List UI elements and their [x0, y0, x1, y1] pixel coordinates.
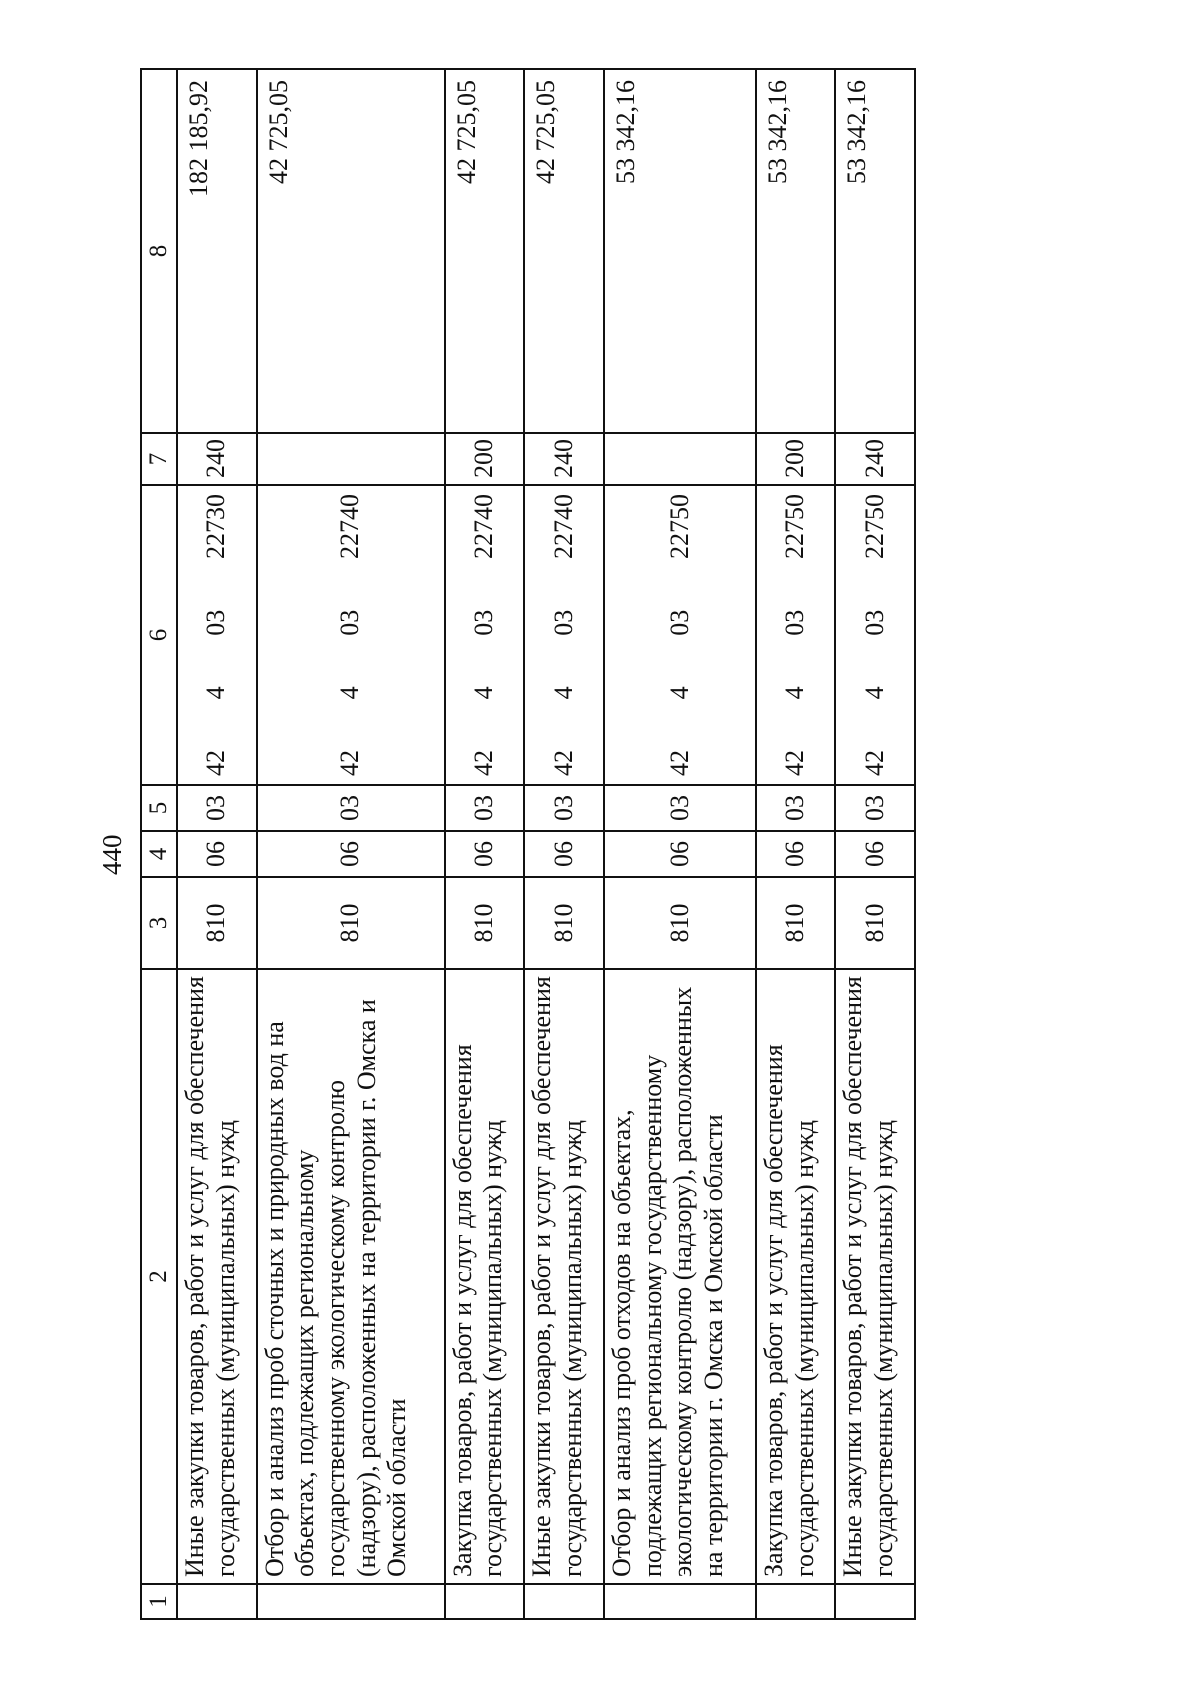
- article-part-c: 03: [201, 609, 231, 636]
- article-part-a: 42: [664, 750, 694, 776]
- code-4-cell: 06: [445, 831, 525, 877]
- header-col-3: 3: [141, 877, 177, 969]
- target-article-cell: [604, 485, 756, 785]
- target-article-cell: [257, 485, 445, 785]
- code-4-cell: 06: [257, 831, 445, 877]
- expense-type-cell: [257, 433, 445, 485]
- article-part-a: 42: [335, 750, 365, 776]
- expense-type-cell: 240: [835, 433, 915, 485]
- article-part-d: 22730: [201, 494, 231, 560]
- expense-type-cell: 200: [756, 433, 836, 485]
- article-part-b: 4: [664, 686, 694, 700]
- article-part-a: 42: [548, 750, 578, 776]
- code-5-cell: 03: [445, 785, 525, 831]
- code-5-cell: 03: [524, 785, 604, 831]
- code-5-cell: 03: [604, 785, 756, 831]
- article-part-c: 03: [664, 609, 694, 636]
- table-row: [756, 69, 836, 1619]
- article-part-b: 4: [859, 686, 889, 700]
- table-row: [604, 69, 756, 1619]
- article-part-b: 4: [201, 686, 231, 700]
- budget-table: [140, 68, 916, 1620]
- header-col-8: 8: [141, 69, 177, 433]
- code-4-cell: 06: [835, 831, 915, 877]
- article-part-d: 22740: [548, 494, 578, 560]
- article-part-b: 4: [548, 686, 578, 700]
- expense-type-cell: 240: [524, 433, 604, 485]
- header-col-2: 2: [141, 969, 177, 1584]
- row-number-cell: [177, 1584, 257, 1619]
- target-article-cell: [756, 485, 836, 785]
- table-row: [257, 69, 445, 1619]
- article-part-d: 22750: [780, 494, 810, 560]
- amount-cell: 182 185,92: [177, 69, 257, 433]
- code-3-cell: 810: [835, 877, 915, 969]
- amount-cell: 53 342,16: [756, 69, 836, 433]
- expense-type-cell: 200: [445, 433, 525, 485]
- row-number-cell: [756, 1584, 836, 1619]
- code-5-cell: 03: [756, 785, 836, 831]
- row-number-cell: [445, 1584, 525, 1619]
- code-4-cell: 06: [604, 831, 756, 877]
- code-3-cell: 810: [604, 877, 756, 969]
- amount-cell: 42 725,05: [445, 69, 525, 433]
- table-row: [177, 69, 257, 1619]
- code-5-cell: 03: [177, 785, 257, 831]
- table-wrapper: [140, 70, 916, 1620]
- target-article-cell: [445, 485, 525, 785]
- amount-cell: 42 725,05: [524, 69, 604, 433]
- rotated-table-frame: [140, 70, 916, 1620]
- description-cell: Иные закупки товаров, работ и услуг для обеспечения государственных (муниципальных) нужд: [177, 969, 257, 1584]
- table-body: [177, 69, 915, 1619]
- target-article-cell: [177, 485, 257, 785]
- description-cell: Иные закупки товаров, работ и услуг для обеспечения государственных (муниципальных) нужд: [524, 969, 604, 1584]
- amount-cell: 53 342,16: [835, 69, 915, 433]
- table-row: [445, 69, 525, 1619]
- row-number-cell: [524, 1584, 604, 1619]
- row-number-cell: [604, 1584, 756, 1619]
- description-cell: Закупка товаров, работ и услуг для обеспечения государственных (муниципальных) нужд: [756, 969, 836, 1584]
- description-cell: Отбор и анализ проб отходов на объектах, подлежащих региональному государственному экологическому контролю (надзору), расположенных на территории г. Омска и Омской области: [604, 969, 756, 1584]
- target-article-cell: [835, 485, 915, 785]
- page-number: 440: [97, 834, 127, 875]
- article-part-a: 42: [780, 750, 810, 776]
- row-number-cell: [835, 1584, 915, 1619]
- article-part-d: 22740: [469, 494, 499, 560]
- amount-cell: 42 725,05: [257, 69, 445, 433]
- header-col-7: 7: [141, 433, 177, 485]
- article-part-c: 03: [859, 609, 889, 636]
- code-4-cell: 06: [756, 831, 836, 877]
- description-cell: Отбор и анализ проб сточных и природных вод на объектах, подлежащих региональному государственному экологическому контролю (надзору), расположенных на территории г. Омска и Омской области: [257, 969, 445, 1584]
- expense-type-cell: [604, 433, 756, 485]
- article-part-a: 42: [469, 750, 499, 776]
- code-3-cell: 810: [177, 877, 257, 969]
- header-col-1: 1: [141, 1584, 177, 1619]
- article-part-c: 03: [548, 609, 578, 636]
- article-part-b: 4: [469, 686, 499, 700]
- header-col-6: 6: [141, 485, 177, 785]
- amount-cell: 53 342,16: [604, 69, 756, 433]
- code-3-cell: 810: [524, 877, 604, 969]
- row-number-cell: [257, 1584, 445, 1619]
- article-part-b: 4: [335, 686, 365, 700]
- code-4-cell: 06: [524, 831, 604, 877]
- table-row: [835, 69, 915, 1619]
- article-part-a: 42: [859, 750, 889, 776]
- article-part-c: 03: [335, 609, 365, 636]
- article-part-d: 22750: [664, 494, 694, 560]
- table-row: [524, 69, 604, 1619]
- code-3-cell: 810: [756, 877, 836, 969]
- expense-type-cell: 240: [177, 433, 257, 485]
- code-3-cell: 810: [445, 877, 525, 969]
- code-5-cell: 03: [257, 785, 445, 831]
- article-part-d: 22750: [859, 494, 889, 560]
- description-cell: Закупка товаров, работ и услуг для обеспечения государственных (муниципальных) нужд: [445, 969, 525, 1584]
- code-3-cell: 810: [257, 877, 445, 969]
- header-col-4: 4: [141, 831, 177, 877]
- header-col-5: 5: [141, 785, 177, 831]
- article-part-c: 03: [469, 609, 499, 636]
- code-5-cell: 03: [835, 785, 915, 831]
- article-part-b: 4: [780, 686, 810, 700]
- article-part-a: 42: [201, 750, 231, 776]
- code-4-cell: 06: [177, 831, 257, 877]
- table-header-row: [141, 69, 177, 1619]
- article-part-c: 03: [780, 609, 810, 636]
- article-part-d: 22740: [335, 494, 365, 560]
- description-cell: Иные закупки товаров, работ и услуг для обеспечения государственных (муниципальных) нужд: [835, 969, 915, 1584]
- target-article-cell: [524, 485, 604, 785]
